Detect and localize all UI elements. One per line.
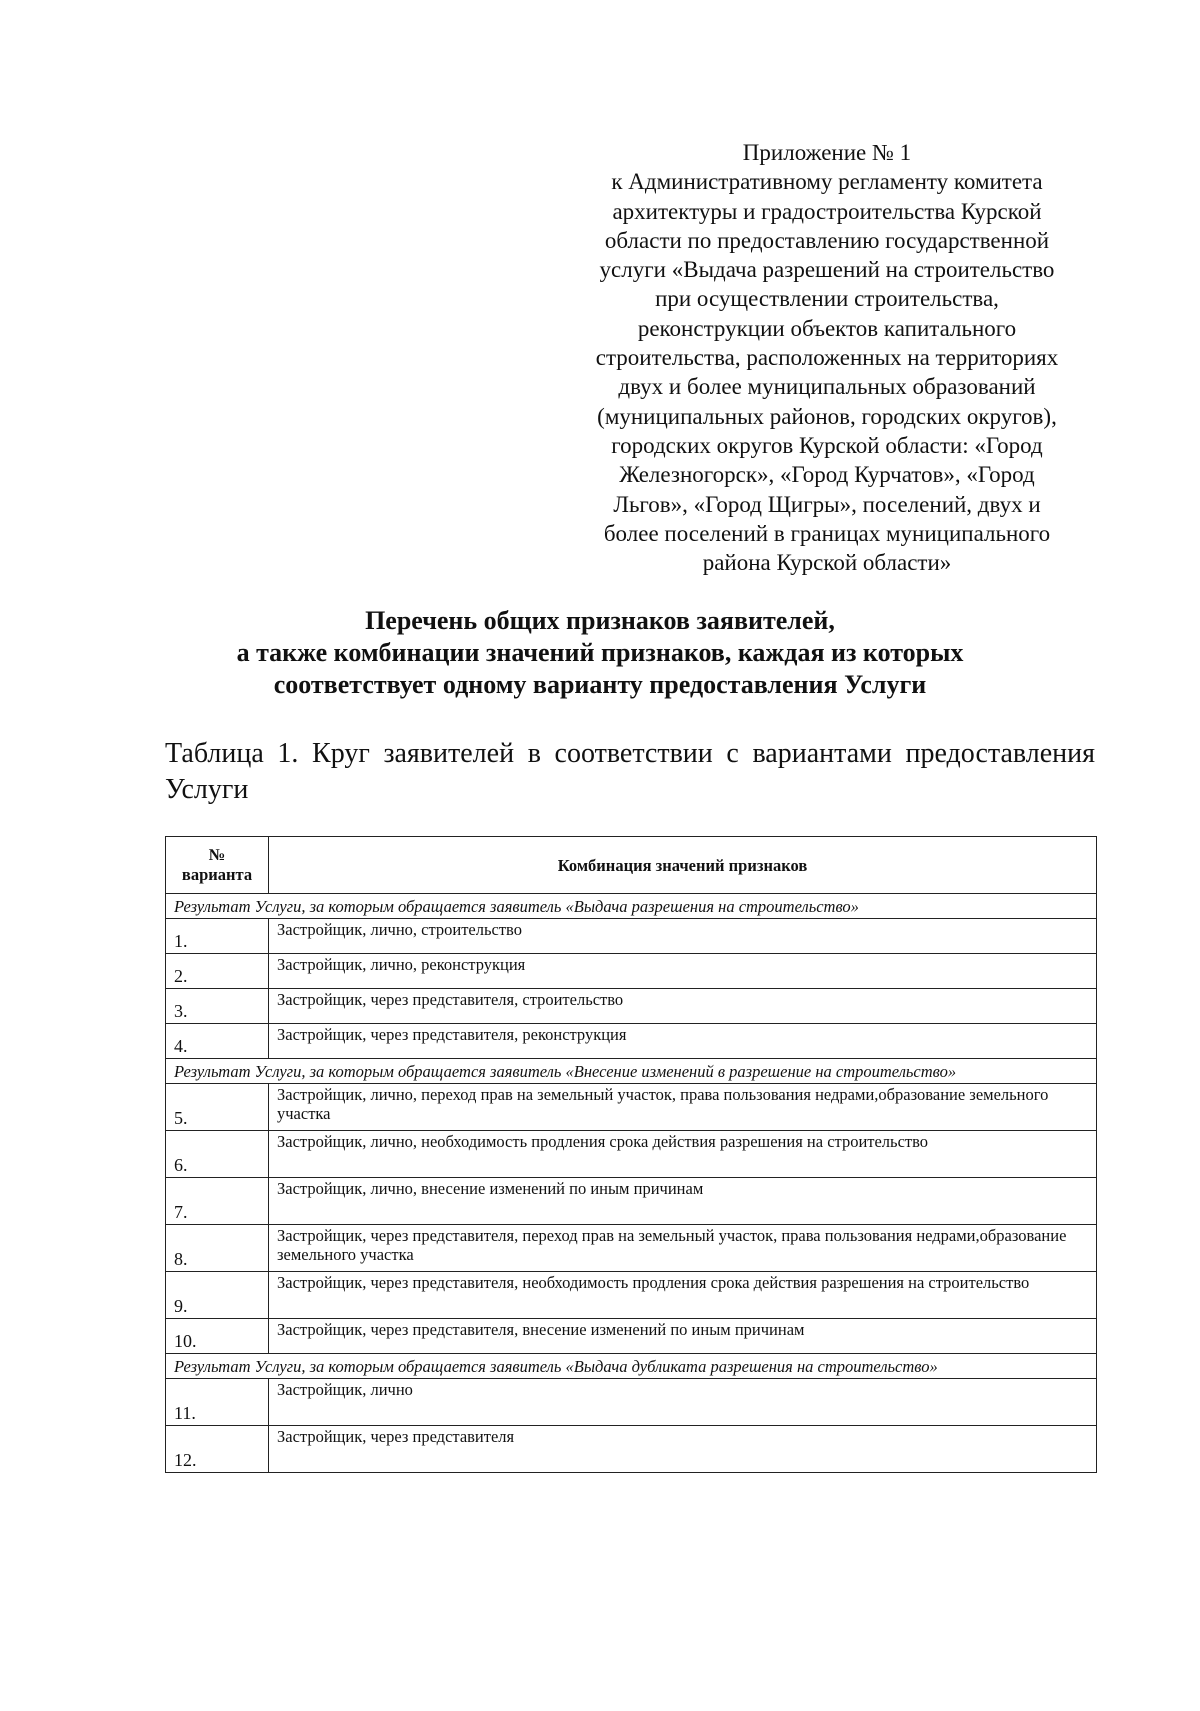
- variant-combination: Застройщик, через представителя: [269, 1426, 1097, 1473]
- appendix-line: Железногорск», «Город Курчатов», «Город: [619, 462, 1035, 488]
- variant-combination: Застройщик, через представителя, строительство: [269, 989, 1097, 1024]
- appendix-line: (муниципальных районов, городских округов),: [597, 403, 1057, 429]
- variant-combination: Застройщик, лично, строительство: [269, 919, 1097, 954]
- appendix-line: к Административному регламенту комитета: [611, 169, 1043, 195]
- appendix-line: архитектуры и градостроительства Курской: [612, 198, 1042, 224]
- appendix-line: района Курской области»: [702, 550, 952, 576]
- appendix-line: строительства, расположенных на территориях: [595, 345, 1059, 371]
- group-label: Результат Услуги, за которым обращается заявитель «Выдача разрешения на строительство»: [166, 894, 1097, 919]
- table-row: [166, 1426, 1097, 1473]
- variant-combination: Застройщик, лично, внесение изменений по иным причинам: [269, 1178, 1097, 1225]
- title-line: Перечень общих признаков заявителей,: [365, 606, 835, 635]
- header-number-sign: №: [208, 845, 226, 864]
- header-variant-number: [166, 837, 269, 894]
- title-line: соответствует одному варианту предоставления Услуги: [273, 670, 927, 699]
- variant-number: 6.: [166, 1131, 269, 1178]
- appendix-line: реконструкции объектов капитального: [637, 315, 1017, 341]
- appendix-line: Льгов», «Город Щигры», поселений, двух и: [613, 491, 1041, 517]
- table-row: [166, 919, 1097, 954]
- variant-number: 3.: [166, 989, 269, 1024]
- group-row: [166, 894, 1097, 919]
- appendix-line: при осуществлении строительства,: [655, 286, 999, 312]
- table-row: [166, 1319, 1097, 1354]
- variant-number: 1.: [166, 919, 269, 954]
- variant-combination: Застройщик, лично, переход прав на земельный участок, права пользования недрами,образование земельного участка: [269, 1084, 1097, 1131]
- title-line: а также комбинации значений признаков, каждая из которых: [236, 638, 964, 667]
- group-row: [166, 1059, 1097, 1084]
- appendix-line: двух и более муниципальных образований: [618, 374, 1036, 400]
- table-row: [166, 1131, 1097, 1178]
- table-row: [166, 1084, 1097, 1131]
- variant-combination: Застройщик, через представителя, реконструкция: [269, 1024, 1097, 1059]
- variant-number: 11.: [166, 1379, 269, 1426]
- document-title: [100, 605, 1100, 701]
- variant-combination: Застройщик, через представителя, внесение изменений по иным причинам: [269, 1319, 1097, 1354]
- appendix-line: услуги «Выдача разрешений на строительство: [599, 257, 1055, 283]
- table-row: [166, 1178, 1097, 1225]
- group-label: Результат Услуги, за которым обращается заявитель «Внесение изменений в разрешение на строительство»: [166, 1059, 1097, 1084]
- variant-combination: Застройщик, лично, необходимость продления срока действия разрешения на строительство: [269, 1131, 1097, 1178]
- variant-number: 12.: [166, 1426, 269, 1473]
- variant-number: 9.: [166, 1272, 269, 1319]
- table-row: [166, 1024, 1097, 1059]
- variant-combination: Застройщик, через представителя, необходимость продления срока действия разрешения на строительство: [269, 1272, 1097, 1319]
- variant-number: 7.: [166, 1178, 269, 1225]
- table-row: [166, 954, 1097, 989]
- appendix-line: более поселений в границах муниципального: [603, 520, 1051, 546]
- table-header-row: [166, 837, 1097, 894]
- variant-combination: Застройщик, лично, реконструкция: [269, 954, 1097, 989]
- variant-number: 4.: [166, 1024, 269, 1059]
- appendix-line: городских округов Курской области: «Город: [611, 432, 1043, 458]
- variants-table: [165, 836, 1097, 1473]
- group-row: [166, 1354, 1097, 1379]
- group-label: Результат Услуги, за которым обращается заявитель «Выдача дубликата разрешения на строительство»: [166, 1354, 1097, 1379]
- variant-number: 2.: [166, 954, 269, 989]
- table-caption: Таблица 1. Круг заявителей в соответствии с вариантами предоставления Услуги: [165, 738, 1095, 805]
- header-variant-label: варианта: [181, 865, 253, 884]
- variant-number: 5.: [166, 1084, 269, 1131]
- variant-combination: Застройщик, лично: [269, 1379, 1097, 1426]
- table-row: [166, 1272, 1097, 1319]
- variant-combination: Застройщик, через представителя, переход прав на земельный участок, права пользования недрами,образование земельного участка: [269, 1225, 1097, 1272]
- appendix-heading: [572, 138, 1082, 577]
- variant-number: 10.: [166, 1319, 269, 1354]
- table-row: [166, 1379, 1097, 1426]
- variant-number: 8.: [166, 1225, 269, 1272]
- table-row: [166, 1225, 1097, 1272]
- appendix-line: области по предоставлению государственной: [604, 227, 1050, 253]
- appendix-line: Приложение № 1: [742, 140, 912, 165]
- header-combination: Комбинация значений признаков: [269, 837, 1097, 894]
- table-row: [166, 989, 1097, 1024]
